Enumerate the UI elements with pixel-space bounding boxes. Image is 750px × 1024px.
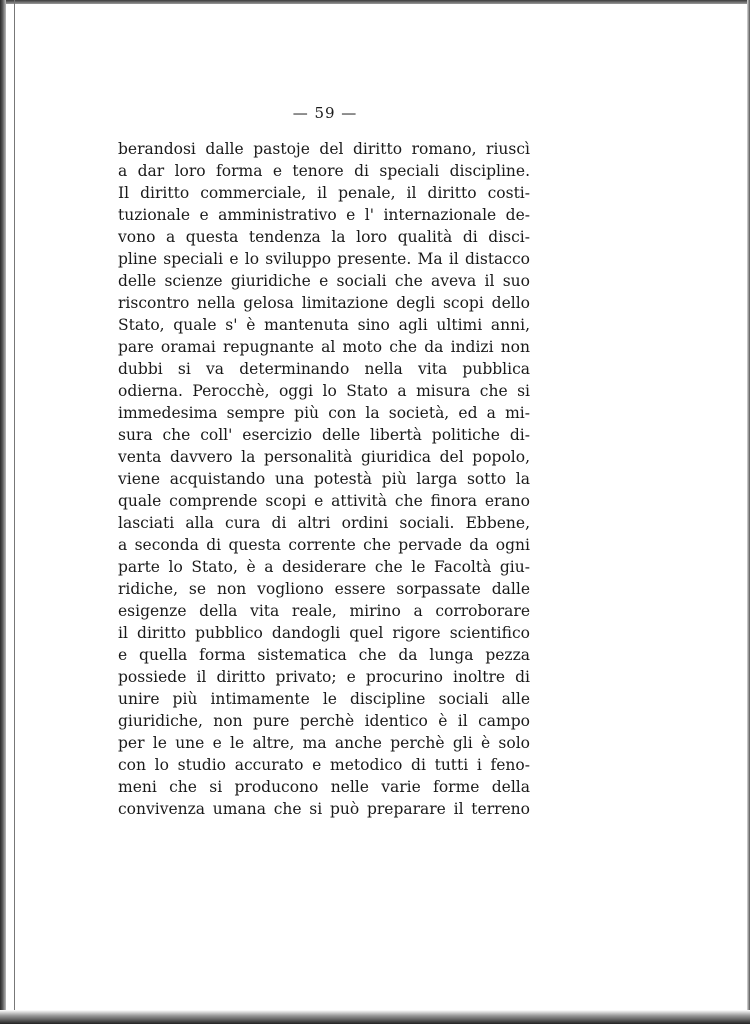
text-line: odierna. Perocchè, oggi lo Stato a misura che si bbox=[118, 382, 530, 400]
text-line: il diritto pubblico dandogli quel rigore scientifico bbox=[118, 624, 530, 642]
text-line: lasciati alla cura di altri ordini sociali. Ebbene, bbox=[118, 514, 530, 532]
text-line: e quella forma sistematica che da lunga pezza bbox=[118, 646, 530, 664]
text-line: dubbi si va determinando nella vita pubblica bbox=[118, 360, 530, 378]
text-line: parte lo Stato, è a desiderare che le Facoltà giu- bbox=[118, 558, 530, 576]
body-text bbox=[118, 138, 530, 820]
scan-gutter-line bbox=[14, 0, 15, 1024]
text-line: immedesima sempre più con la società, ed a mi- bbox=[118, 404, 530, 422]
text-line: Il diritto commerciale, il penale, il diritto costi- bbox=[118, 184, 530, 202]
scan-edge-bottom bbox=[0, 1010, 750, 1024]
text-line: pline speciali e lo sviluppo presente. Ma il distacco bbox=[118, 250, 530, 268]
text-line: meni che si producono nelle varie forme della bbox=[118, 778, 530, 796]
text-line: con lo studio accurato e metodico di tutti i feno- bbox=[118, 756, 530, 774]
text-line: riscontro nella gelosa limitazione degli scopi dello bbox=[118, 294, 530, 312]
text-line: unire più intimamente le discipline sociali alle bbox=[118, 690, 530, 708]
text-line: viene acquistando una potestà più larga sotto la bbox=[118, 470, 530, 488]
text-line: quale comprende scopi e attività che finora erano bbox=[118, 492, 530, 510]
text-line: Stato, quale s' è mantenuta sino agli ultimi anni, bbox=[118, 316, 530, 334]
text-line: venta davvero la personalità giuridica del popolo, bbox=[118, 448, 530, 466]
text-line: vono a questa tendenza la loro qualità di disci- bbox=[118, 228, 530, 246]
text-line: delle scienze giuridiche e sociali che aveva il suo bbox=[118, 272, 530, 290]
page-number: — 59 — bbox=[292, 104, 358, 122]
text-line: giuridiche, non pure perchè identico è il campo bbox=[118, 712, 530, 730]
scan-edge-left bbox=[0, 0, 6, 1024]
text-line: sura che coll' esercizio delle libertà politiche di- bbox=[118, 426, 530, 444]
text-line: tuzionale e amministrativo e l' internazionale de- bbox=[118, 206, 530, 224]
scan-edge-top bbox=[0, 0, 750, 4]
text-line: a seconda di questa corrente che pervade da ogni bbox=[118, 536, 530, 554]
text-line: pare oramai repugnante al moto che da indizi non bbox=[118, 338, 530, 356]
text-line: per le une e le altre, ma anche perchè gli è solo bbox=[118, 734, 530, 752]
text-line: berandosi dalle pastoje del diritto romano, riuscì bbox=[118, 140, 530, 158]
text-line: ridiche, se non vogliono essere sorpassate dalle bbox=[118, 580, 530, 598]
text-line: esigenze della vita reale, mirino a corroborare bbox=[118, 602, 530, 620]
text-line: a dar loro forma e tenore di speciali discipline. bbox=[118, 162, 530, 180]
text-line: convivenza umana che si può preparare il terreno bbox=[118, 800, 530, 818]
text-line: possiede il diritto privato; e procurino inoltre di bbox=[118, 668, 530, 686]
